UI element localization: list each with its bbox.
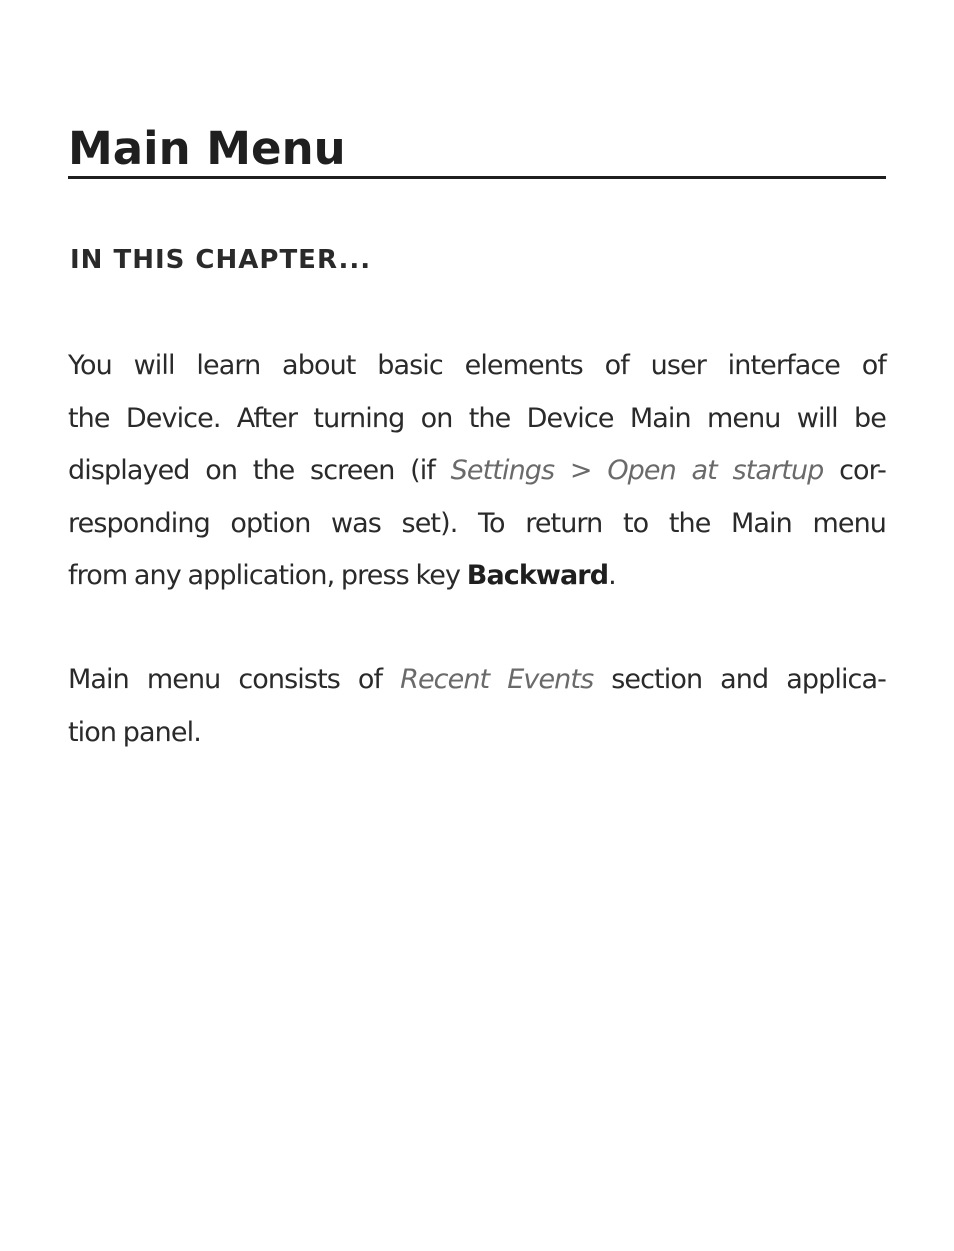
recent-events-italic: Recent Events [400, 664, 594, 695]
paragraph-line: tion panel. [68, 716, 201, 748]
intro-paragraph [68, 340, 886, 603]
text-run: cor- [823, 455, 886, 486]
title-underline-divider [68, 176, 886, 179]
text-run: . [608, 560, 616, 591]
settings-path-italic: Settings > Open at startup [450, 455, 824, 486]
paragraph-line [68, 550, 886, 603]
paragraph-line: the Device. After turning on the Device Main menu will be [68, 402, 886, 434]
text-run: displayed on the screen (if [68, 455, 451, 486]
text-run: section and applica- [593, 664, 886, 695]
paragraph-line [68, 445, 886, 498]
backward-key-bold: Backward [466, 560, 609, 591]
page-title: Main Menu [68, 122, 346, 175]
text-run: from any application, press key [68, 560, 467, 591]
paragraph-line [68, 654, 886, 707]
text-run: Main menu consists of [68, 664, 401, 695]
chapter-subheading: IN THIS CHAPTER... [70, 245, 372, 275]
paragraph-line: You will learn about basic elements of user interface of [68, 350, 886, 381]
main-menu-paragraph [68, 654, 886, 759]
paragraph-line: responding option was set). To return to the Main menu [68, 507, 886, 539]
